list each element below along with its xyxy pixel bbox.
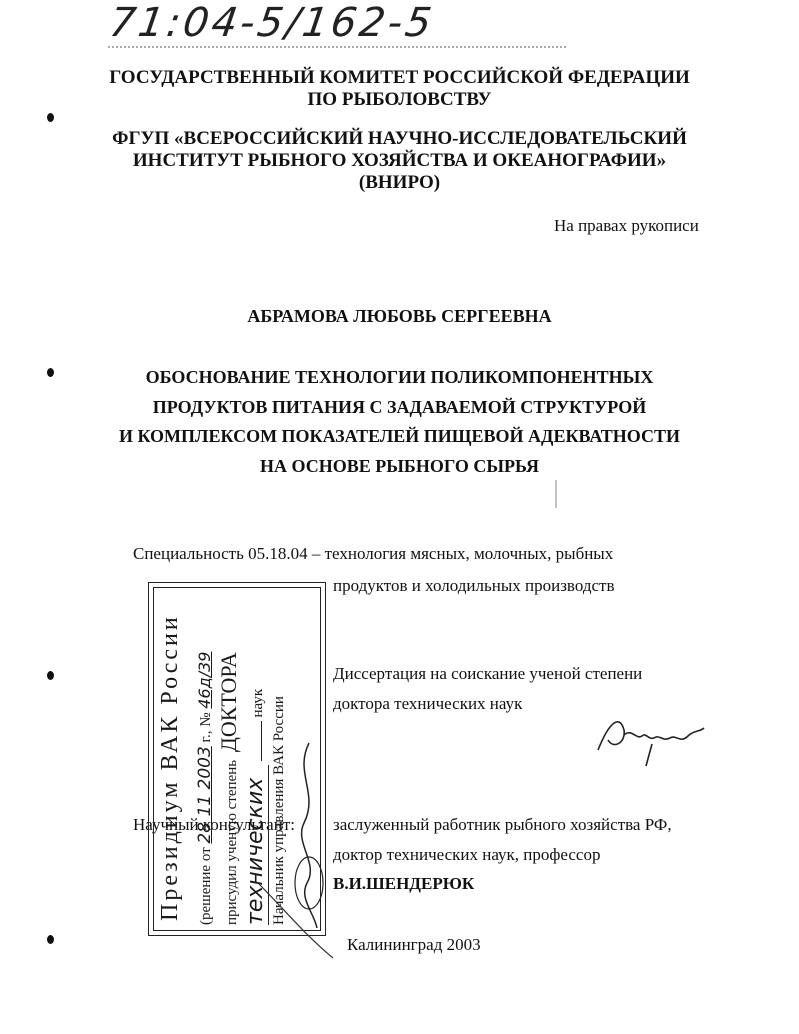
consultant-name: В.И.ШЕНДЕРЮК: [333, 874, 475, 893]
institute-line-1: ФГУП «ВСЕРОССИЙСКИЙ НАУЧНО-ИССЛЕДОВАТЕЛЬСКИЙ: [112, 128, 687, 149]
committee-line-1: ГОСУДАРСТВЕННЫЙ КОМИТЕТ РОССИЙСКОЙ ФЕДЕРАЦИИ: [109, 67, 690, 88]
dissertation-line-2: доктора технических наук: [333, 694, 523, 713]
stamp-degree: ДОКТОРА: [216, 652, 241, 753]
title-line-3: И КОМПЛЕКСОМ ПОКАЗАТЕЛЕЙ ПИЩЕВОЙ АДЕКВАТНОСТИ: [118, 426, 681, 446]
stamp-line-presidium: Президиум ВАК России: [157, 614, 183, 921]
title-line-1: ОБОСНОВАНИЕ ТЕХНОЛОГИИ ПОЛИКОМПОНЕНТНЫХ: [145, 367, 654, 387]
specialty-line-1: Специальность 05.18.04 – технология мясных, молочных, рыбных: [133, 544, 614, 563]
stamp-number-handwritten: 46д/39: [195, 651, 214, 709]
committee-line-2: ПО РЫБОЛОВСТВУ: [307, 89, 492, 110]
margin-dot: [47, 935, 54, 944]
institute-line-3: (ВНИРО): [358, 172, 441, 193]
scan-artifact: [552, 480, 562, 510]
stamp-degree-label: присудил ученую степень: [224, 759, 240, 925]
dissertation-line-1: Диссертация на соискание ученой степени: [333, 664, 643, 683]
specialty-line-2: продуктов и холодильных производств: [333, 576, 615, 595]
margin-dot: [47, 671, 54, 680]
stamp-field-handwritten: технических: [243, 765, 269, 925]
author-name: АБРАМОВА ЛЮБОВЬ СЕРГЕЕВНА: [247, 306, 552, 326]
title-line-2: ПРОДУКТОВ ПИТАНИЯ С ЗАДАВАЕМОЙ СТРУКТУРОЙ: [152, 397, 647, 417]
consultant-line-1: заслуженный работник рыбного хозяйства РФ,: [333, 815, 672, 834]
archive-code-handwritten: 71:04-5/162-5: [106, 0, 438, 46]
stamp-line-degree: [216, 652, 242, 925]
stamp-date-handwritten: 28 11 2003: [195, 746, 215, 844]
consultant-label: Научный консультант:: [133, 815, 295, 834]
stamp-line-head: Начальник управления ВАК России: [271, 696, 287, 925]
margin-dot: [47, 113, 54, 122]
margin-dot: [47, 368, 54, 377]
stamp-line-decision: [195, 652, 215, 925]
rights-notice: На правах рукописи: [554, 216, 699, 235]
stamp-science-word: наук: [250, 688, 266, 718]
stamp-number-label: г., №: [198, 712, 214, 743]
title-line-4: НА ОСНОВЕ РЫБНОГО СЫРЬЯ: [260, 456, 539, 476]
consultant-line-2: доктор технических наук, профессор: [333, 845, 601, 864]
place-year: Калининград 2003: [347, 935, 481, 954]
archive-code-underline: [108, 44, 568, 50]
author-signature: [590, 710, 710, 770]
stamp-decision-label: (решение от: [198, 847, 214, 925]
institute-line-2: ИНСТИТУТ РЫБНОГО ХОЗЯЙСТВА И ОКЕАНОГРАФИИ»: [132, 150, 667, 171]
stamp-pen-stroke: [255, 880, 335, 960]
